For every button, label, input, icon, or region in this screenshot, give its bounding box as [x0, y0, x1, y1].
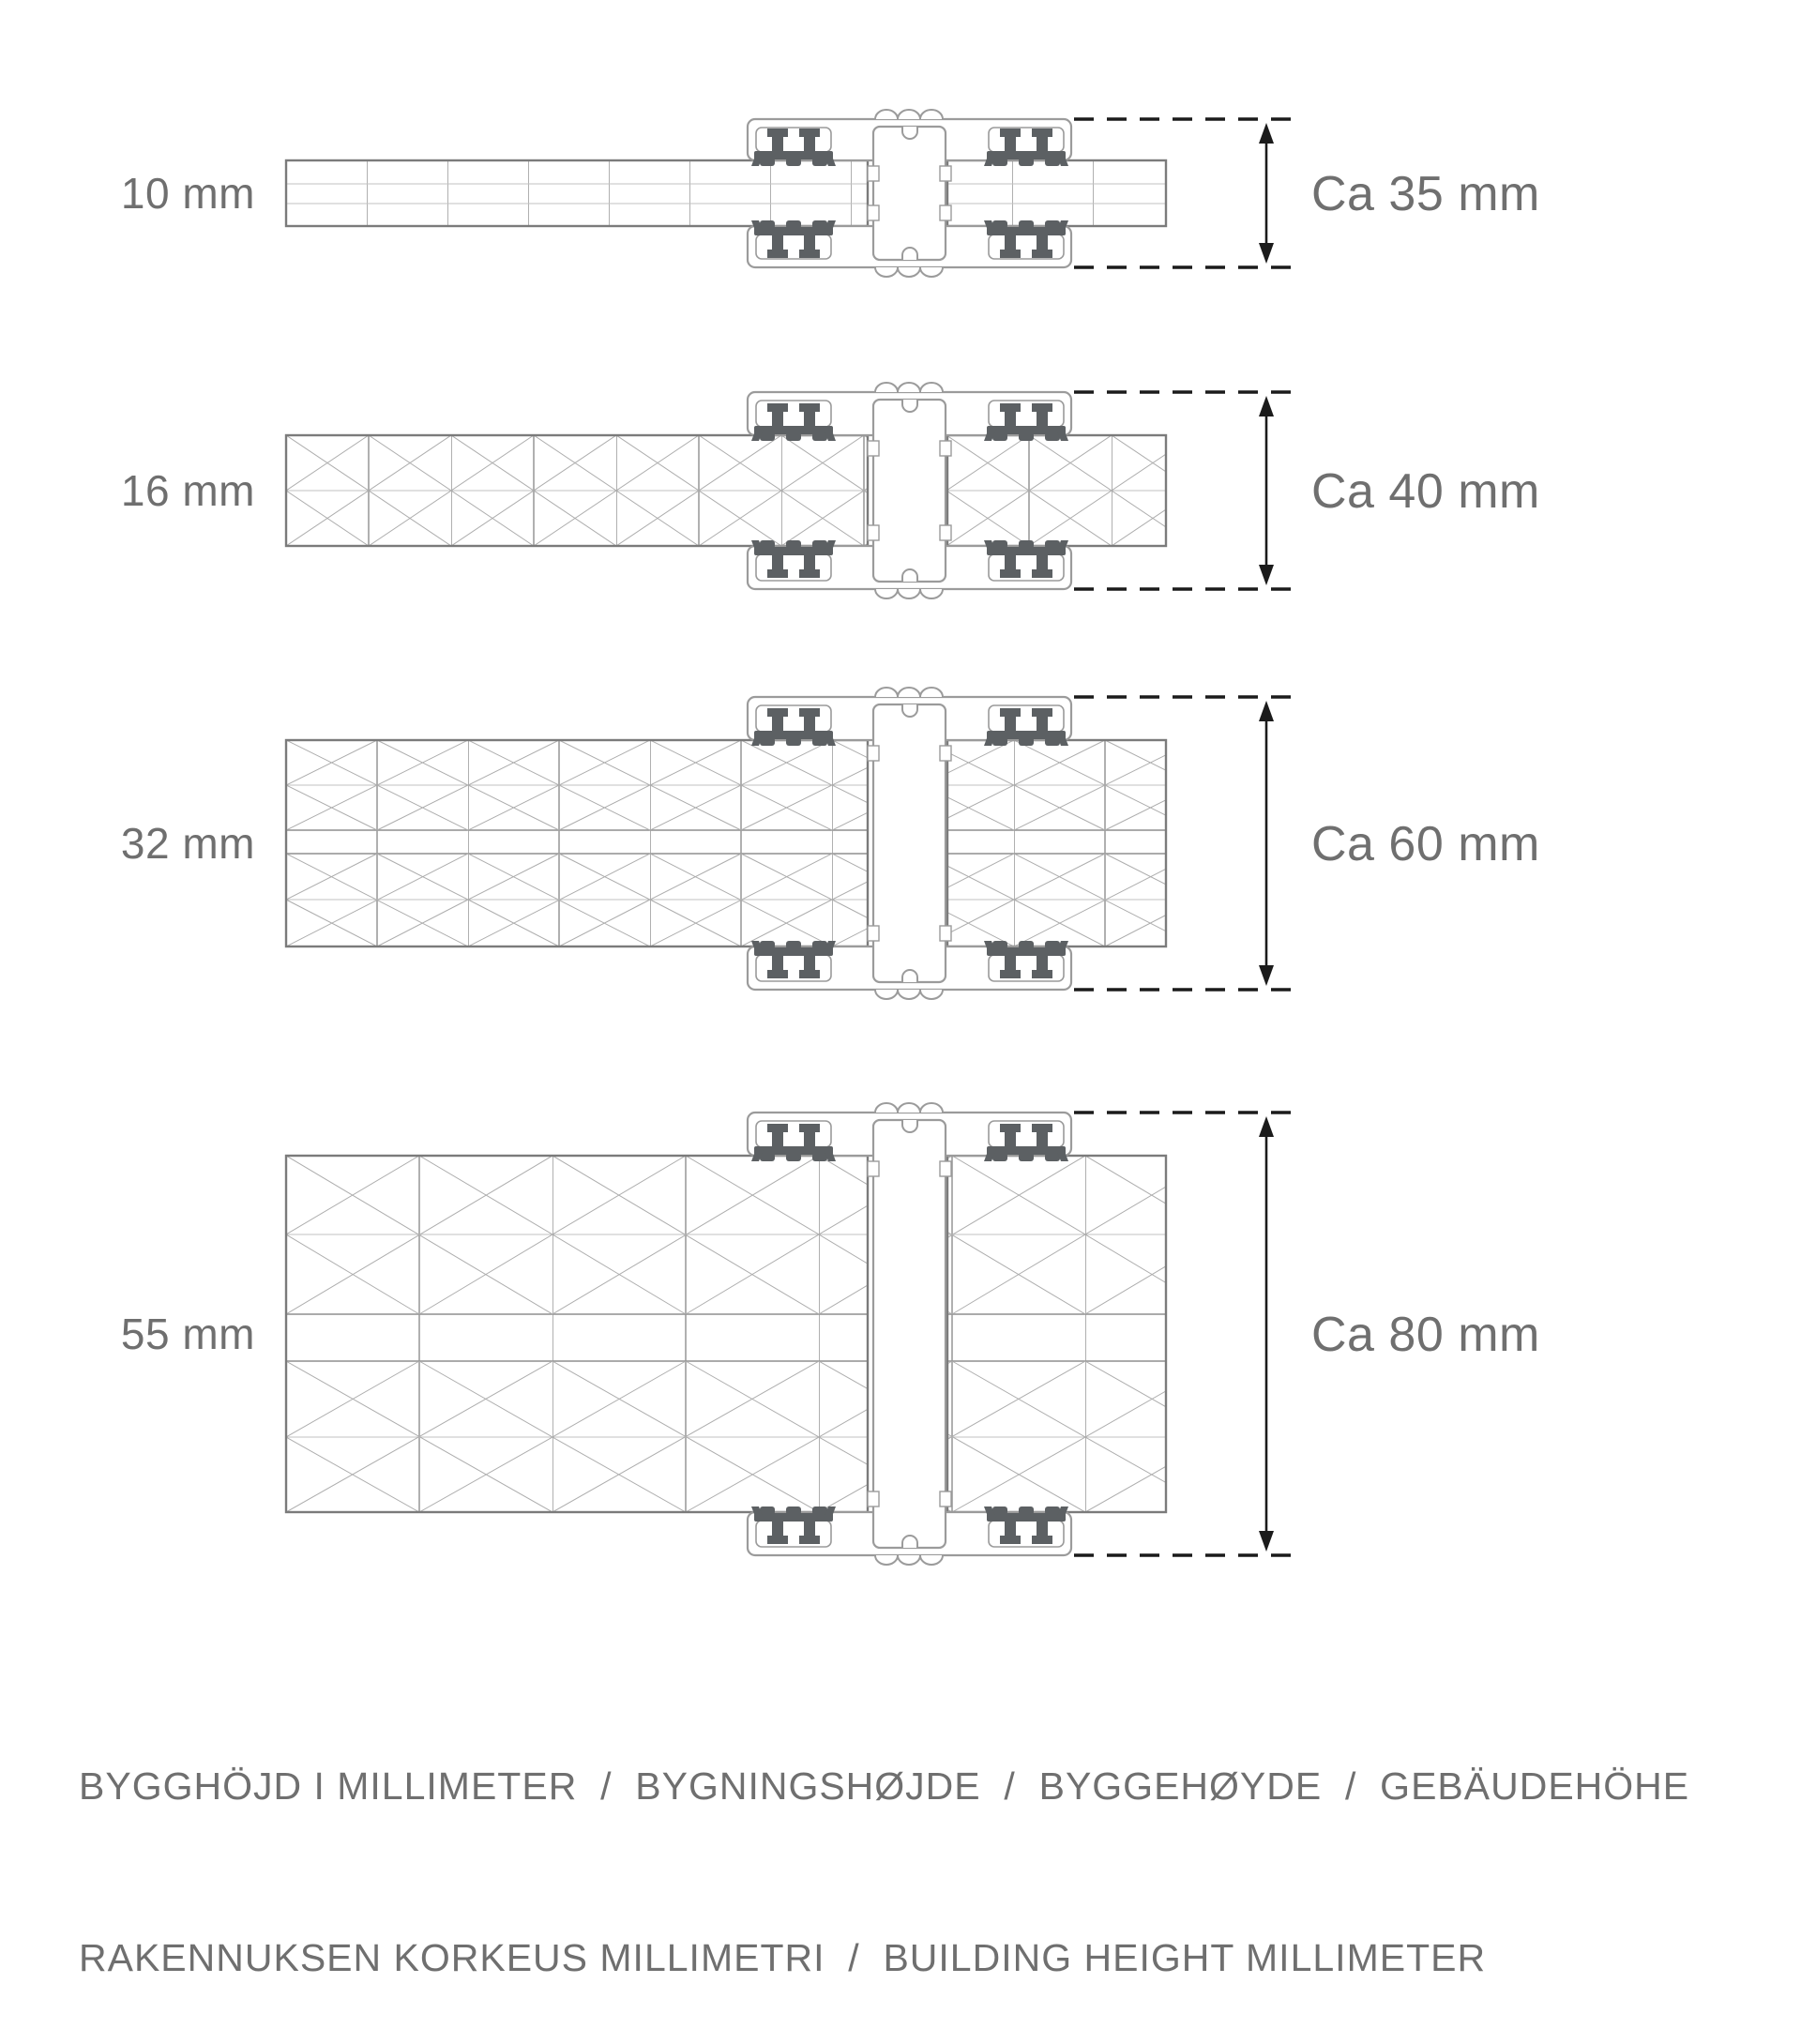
caption-line-2: RAKENNUKSEN KORKEUS MILLIMETRI / BUILDING HEIGHT MILLIMETER: [79, 1936, 1487, 1979]
caption: [79, 1643, 1689, 2044]
thickness-label-16mm: 16 mm: [120, 466, 255, 515]
building-height-label-32mm: Ca 60 mm: [1311, 817, 1540, 871]
panel-55mm: [286, 1156, 1166, 1512]
row-10mm: [286, 110, 1304, 277]
row-16mm: [286, 383, 1304, 598]
thickness-label-10mm: 10 mm: [120, 169, 255, 218]
panel-32mm: [286, 740, 1166, 946]
building-height-label-10mm: Ca 35 mm: [1311, 167, 1540, 221]
row-32mm: [286, 688, 1304, 999]
thickness-label-32mm: 32 mm: [120, 819, 255, 868]
building-height-label-16mm: Ca 40 mm: [1311, 464, 1540, 519]
row-55mm: [286, 1103, 1304, 1565]
panel-16mm: [286, 435, 1166, 546]
panel-10mm: [286, 160, 1166, 226]
caption-line-1: BYGGHÖJD I MILLIMETER / BYGNINGSHØJDE / BYGGEHØYDE / GEBÄUDEHÖHE: [79, 1764, 1690, 1808]
building-height-label-55mm: Ca 80 mm: [1311, 1308, 1540, 1362]
thickness-label-55mm: 55 mm: [120, 1310, 255, 1358]
